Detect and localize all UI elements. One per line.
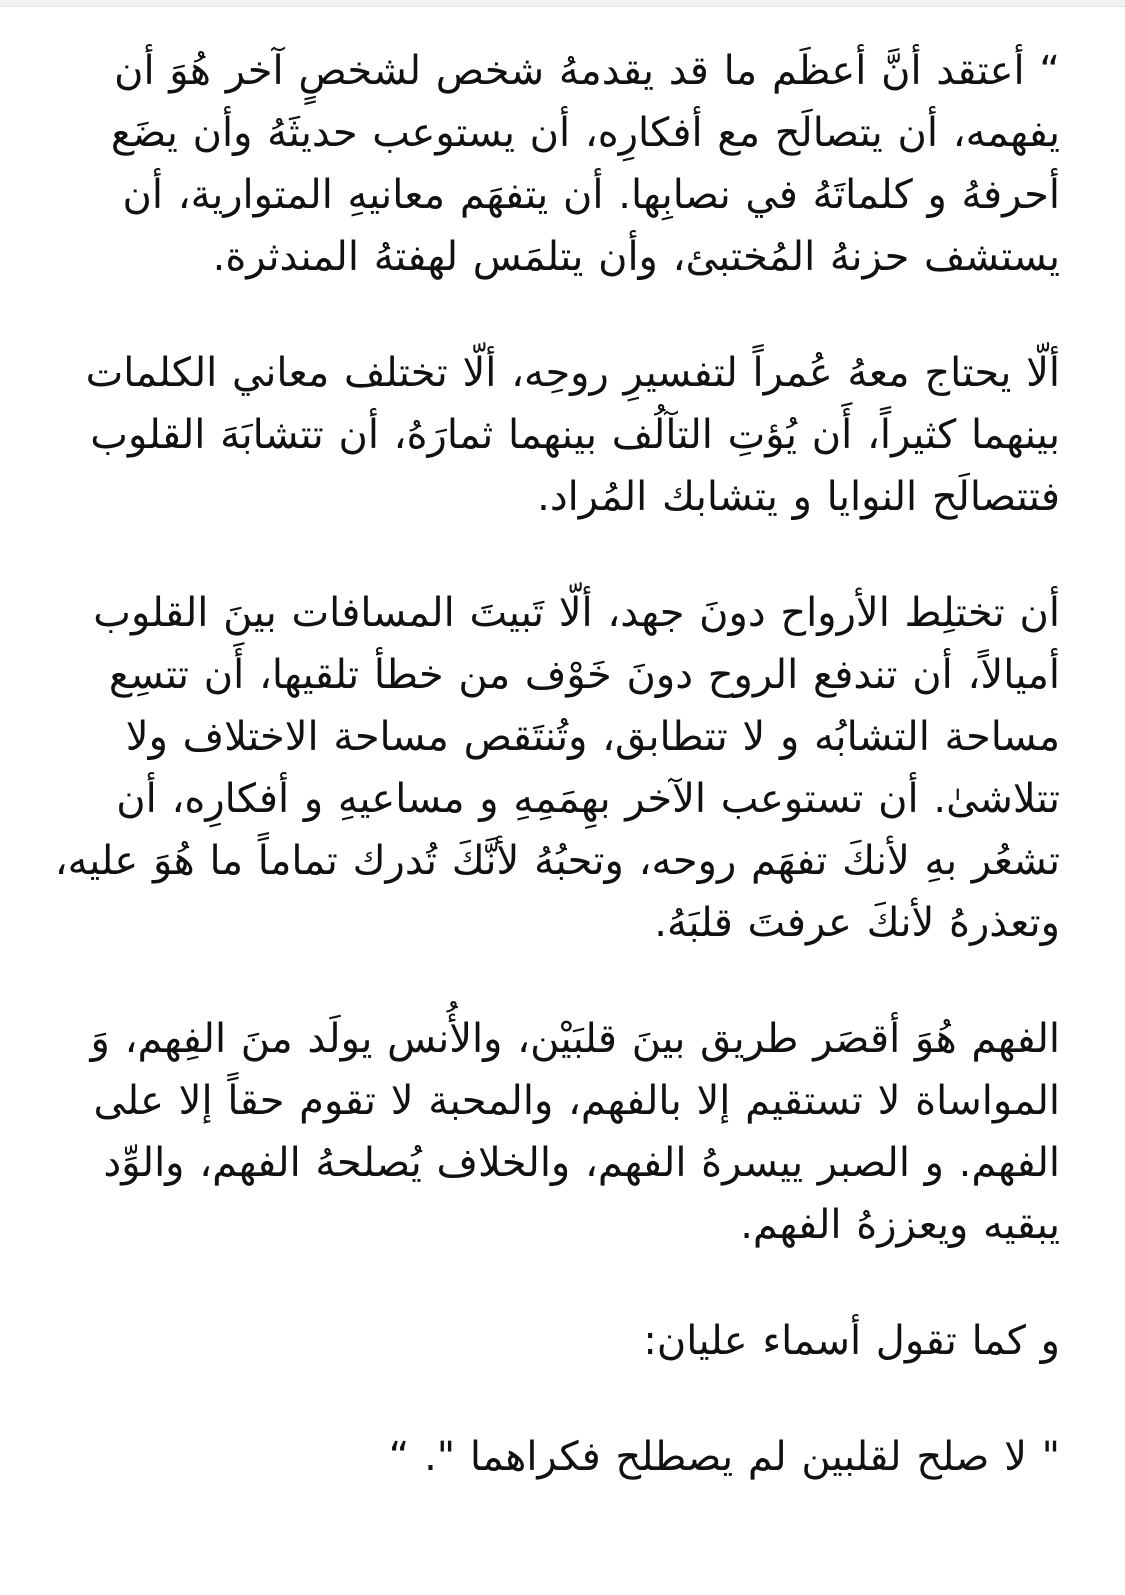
paragraph-2: ألّا يحتاج معهُ عُمراً لتفسيرِ روحِه، ألّا تختلف معاني الكلمات بينهما كثيراً، أَن يُؤتِ التآلُف بينهما ثمارَهُ، أن تتشابَهَ القلوب فتتصالَح النوايا و يتشابك المُراد. (85, 350, 1060, 520)
quote-attribution: و كما تقول أسماء عليان: (643, 1318, 1060, 1364)
top-divider (0, 0, 1125, 7)
closing-quote: " لا صلح لقلبين لم يصطلح فكراهما ". “ (388, 1434, 1060, 1480)
paragraph-1: “ أعتقد أنَّ أعظَم ما قد يقدمهُ شخص لشخصٍ آخر هُوَ أن يفهمه، أن يتصالَح مع أفكارِه، أن يستوعب حديثَهُ وأن يضَع أحرفهُ و كلماتَهُ في نصابِها. أن يتفهَم معانيهِ المتوارية، أن يستشف حزنهُ المُختبئ، وأن يتلمَس لهفتهُ المندثرة. (110, 48, 1060, 280)
paragraph-4: الفهم هُوَ أقصَر طريق بينَ قلبَيْن، والأُنس يولَد منَ الفِهم، وَ المواساة لا تستقيم إلا بالفهم، والمحبة لا تقوم حقاً إلا على الفهم. و الصبر ييسرهُ الفهم، والخلاف يُصلحهُ الفهم، والوِّد يبقيه ويعززهُ الفهم. (90, 1016, 1060, 1248)
paragraph-3: أن تختلِط الأرواح دونَ جهد، ألّا تَبيتَ المسافات بينَ القلوب أميالاً، أن تندفع الروح دونَ خَوْف من خطأ تلقيها، أَن تتسِع مساحة التشابُه و لا تتطابق، وتُنتَقص مساحة الاختلاف ولا تتلاشىٰ. أن تستوعب الآخر بهِمَمِهِ و مساعيهِ و أفكارِه، أن تشعُر بهِ لأنكَ تفهَم روحه، وتحبُهُ لأنَّكَ تُدرك تماماً ما هُوَ عليه، وتعذرهُ لأنكَ عرفتَ قلبَهُ. (54, 590, 1060, 946)
text-page (40, 40, 1060, 1488)
